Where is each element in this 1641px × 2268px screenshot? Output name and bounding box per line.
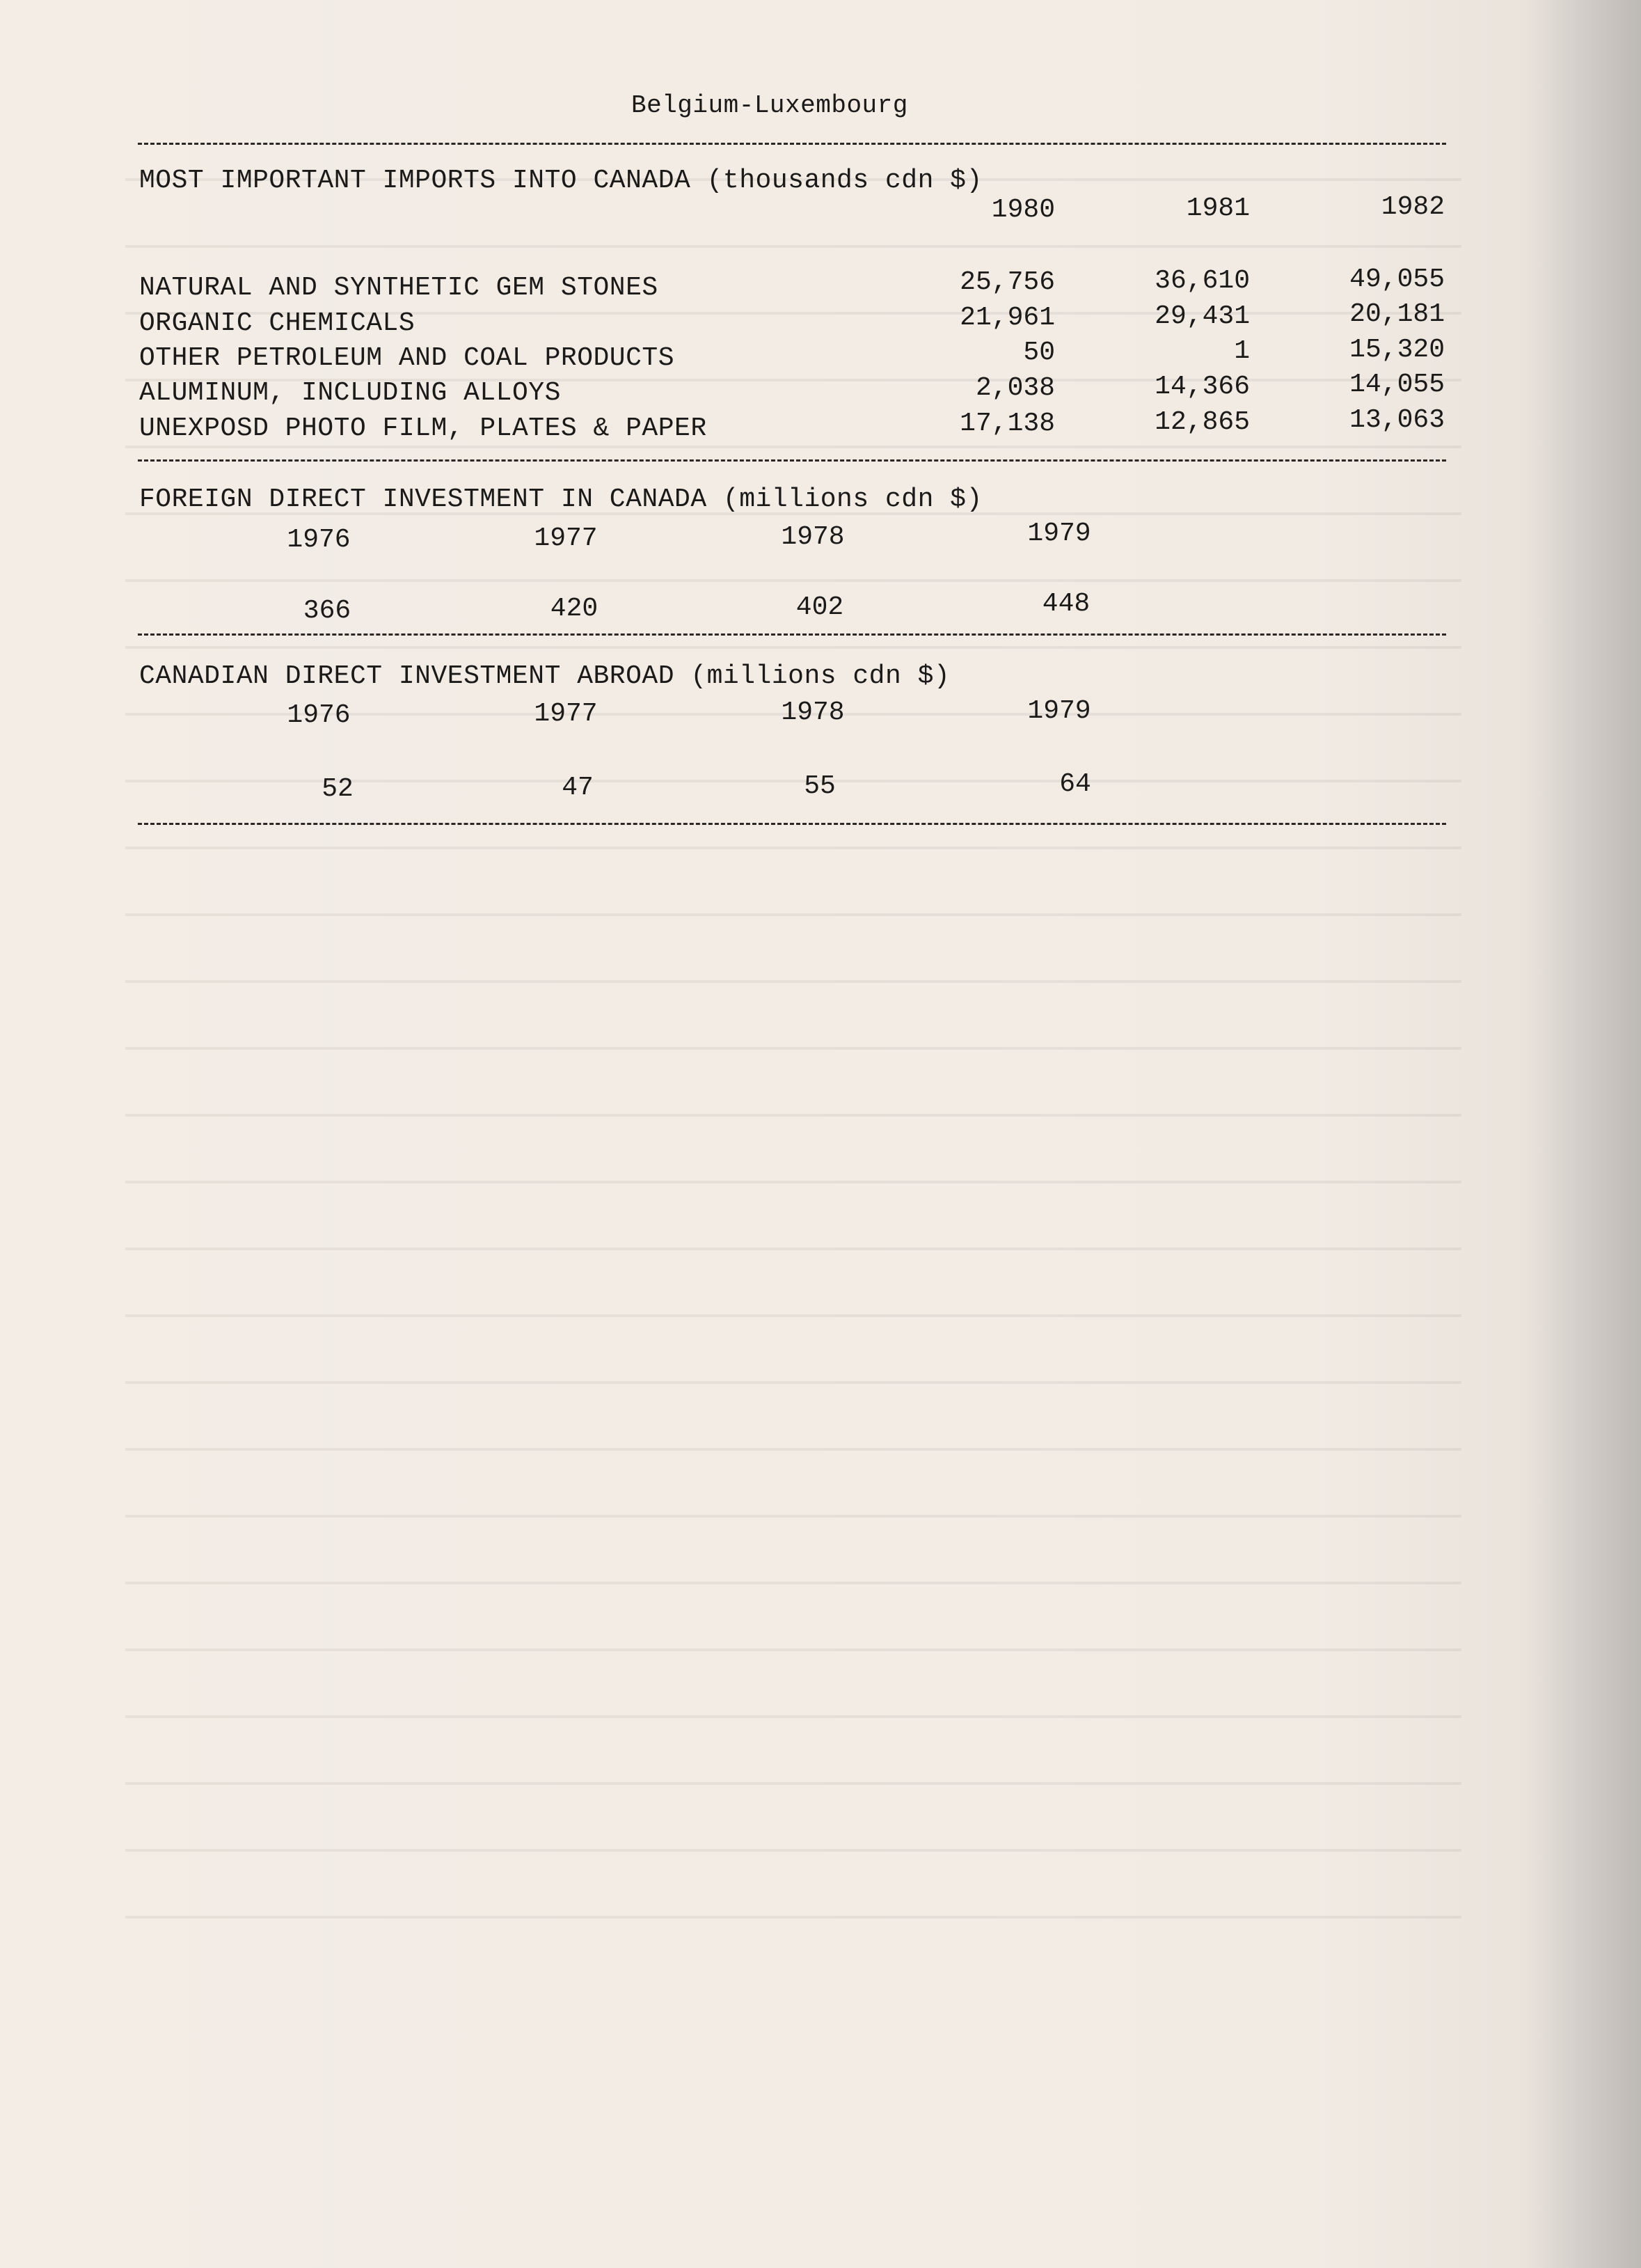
cdia-year: 1978: [781, 698, 845, 727]
import-label: OTHER PETROLEUM AND COAL PRODUCTS: [139, 343, 675, 373]
imports-year-header: 1982: [1381, 192, 1445, 222]
divider-rule: [138, 633, 1446, 636]
imports-year-header: 1980: [991, 195, 1055, 225]
import-value: 13,063: [1349, 405, 1445, 435]
import-label: UNEXPOSD PHOTO FILM, PLATES & PAPER: [139, 414, 707, 443]
fdi-year: 1979: [1027, 519, 1091, 549]
fdi-year: 1978: [781, 522, 845, 552]
fdi-value: 420: [550, 594, 598, 624]
import-value: 12,865: [1155, 407, 1250, 437]
import-value: 36,610: [1155, 266, 1250, 296]
divider-rule: [138, 823, 1446, 825]
import-label: NATURAL AND SYNTHETIC GEM STONES: [139, 273, 658, 303]
cdia-heading: CANADIAN DIRECT INVESTMENT ABROAD (millions cdn $): [139, 661, 951, 691]
fdi-year: 1976: [287, 525, 351, 555]
bleed-through-text: [125, 146, 1461, 1921]
import-label: ORGANIC CHEMICALS: [139, 308, 415, 338]
import-label: ALUMINUM, INCLUDING ALLOYS: [139, 378, 561, 408]
import-value: 50: [1023, 338, 1055, 368]
import-value: 25,756: [960, 267, 1055, 297]
cdia-year: 1979: [1027, 696, 1091, 726]
fdi-year: 1977: [534, 523, 598, 553]
imports-year-header: 1981: [1186, 194, 1250, 223]
cdia-year: 1976: [287, 700, 351, 730]
import-value: 21,961: [960, 303, 1055, 333]
cdia-year: 1977: [534, 699, 598, 729]
fdi-heading: FOREIGN DIRECT INVESTMENT IN CANADA (millions cdn $): [139, 485, 983, 514]
fdi-value: 448: [1042, 589, 1091, 619]
divider-rule: [138, 459, 1446, 462]
import-value: 49,055: [1349, 265, 1445, 294]
import-value: 15,320: [1349, 335, 1445, 365]
imports-heading: MOST IMPORTANT IMPORTS INTO CANADA (thousands cdn $): [139, 166, 983, 196]
cdia-value: 52: [322, 774, 354, 804]
import-value: 1: [1234, 336, 1250, 366]
import-value: 2,038: [975, 373, 1055, 403]
cdia-value: 47: [562, 773, 594, 803]
import-value: 17,138: [960, 409, 1055, 439]
import-value: 14,366: [1155, 372, 1250, 402]
fdi-value: 366: [303, 596, 351, 626]
divider-rule: [138, 143, 1446, 145]
import-value: 29,431: [1155, 301, 1250, 331]
page-title: Belgium-Luxembourg: [631, 91, 908, 120]
cdia-value: 55: [804, 771, 836, 801]
cdia-value: 64: [1059, 769, 1091, 799]
import-value: 14,055: [1349, 370, 1445, 400]
fdi-value: 402: [795, 592, 844, 622]
import-value: 20,181: [1349, 299, 1445, 329]
